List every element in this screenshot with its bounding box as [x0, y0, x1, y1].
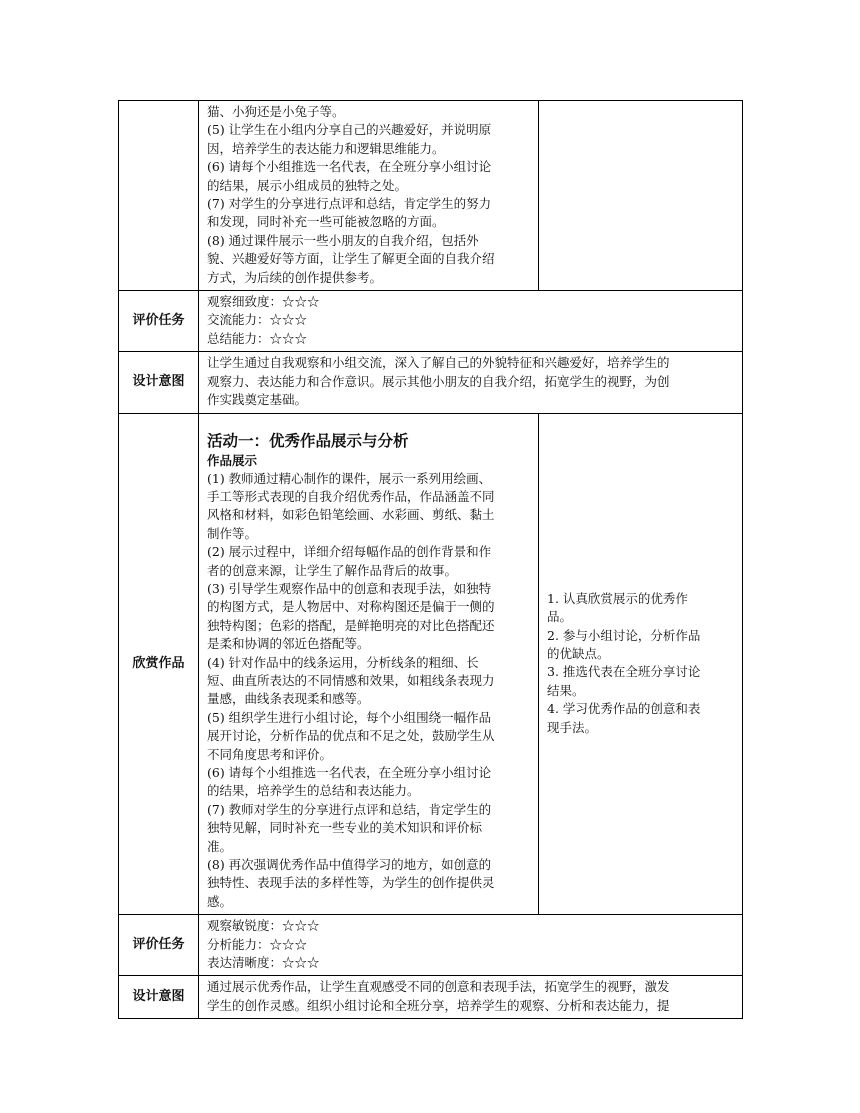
student-activity-cell: [539, 101, 743, 291]
text-line: 的构图方式，是人物居中、对称构图还是偏于一侧的: [207, 599, 495, 615]
text-line: 作实践奠定基础。: [207, 392, 308, 408]
text-line: (2) 展示过程中，详细介绍每幅作品的创作背景和作: [207, 544, 492, 560]
text-line: 的结果，展示小组成员的独特之处。: [207, 177, 408, 193]
evaluation-item: 表达清晰度：☆☆☆: [207, 955, 320, 971]
section-title: 作品展示: [207, 452, 258, 468]
text-line: 独特见解，同时补充一些专业的美术知识和评价标: [207, 820, 483, 836]
text-line: (3) 引导学生观察作品中的创意和表现手法，如独特: [207, 580, 492, 596]
text-line: (8) 通过课件展示一些小朋友的自我介绍，包括外: [207, 232, 479, 248]
text-line: 观察力、表达能力和合作意识。展示其他小朋友的自我介绍，拓宽学生的视野，为创: [207, 373, 670, 389]
text-line: 手工等形式表现的自我介绍优秀作品，作品涵盖不同: [207, 488, 495, 504]
text-line: (7) 教师对学生的分享进行点评和总结，肯定学生的: [207, 801, 492, 817]
text-line: 制作等。: [207, 525, 258, 541]
appreciation-label: 欣赏作品: [119, 413, 199, 915]
text-line: 不同角度思考和评价。: [207, 746, 333, 762]
empty-label-cell: [119, 101, 199, 291]
appreciation-row: [119, 413, 743, 915]
text-line: 3. 推选代表在全班分享讨论: [547, 664, 701, 680]
teacher-activity-cell: [199, 413, 539, 915]
design-intent-cell: [199, 352, 743, 413]
text-line: 的结果，培养学生的总结和表达能力。: [207, 783, 420, 799]
evaluation-item: 总结能力：☆☆☆: [207, 330, 308, 346]
text-line: 2. 参与小组讨论，分析作品: [547, 627, 701, 643]
text-line: (6) 请每个小组推选一名代表，在全班分享小组讨论: [207, 765, 492, 780]
lesson-plan-page: [118, 100, 742, 1019]
text-line: 因，培养学生的表达能力和逻辑思维能力。: [207, 140, 445, 156]
text-line: (1) 教师通过精心制作的课件，展示一系列用绘画、: [207, 470, 492, 486]
evaluation-item: 观察细致度：☆☆☆: [207, 294, 320, 310]
text-line: 和发现，同时补充一些可能被忽略的方面。: [207, 214, 445, 230]
evaluation-label: 评价任务: [119, 291, 199, 352]
student-activity-cell: [539, 413, 743, 915]
design-intent-label: 设计意图: [119, 976, 199, 1019]
text-line: 4. 学习优秀作品的创意和表: [547, 701, 701, 717]
design-intent-row-2: [119, 976, 743, 1019]
text-line: 感。: [207, 893, 233, 909]
text-line: (4) 针对作品中的线条运用，分析线条的粗细、长: [207, 654, 479, 670]
text-line: 品。: [547, 609, 573, 625]
evaluation-row-2: [119, 915, 743, 976]
text-line: 展开讨论，分析作品的优点和不足之处，鼓励学生从: [207, 728, 495, 744]
activity-title: 活动一：优秀作品展示与分析: [207, 431, 409, 450]
text-line: 貌、兴趣爱好等方面，让学生了解更全面的自我介绍: [207, 251, 495, 267]
text-line: 学生的创作灵感。组织小组讨论和全班分享，培养学生的观察、分析和表达能力，提: [207, 997, 670, 1013]
text-line: 是柔和协调的邻近色搭配等。: [207, 636, 370, 652]
evaluation-cell: [199, 291, 743, 352]
text-line: 结果。: [547, 682, 585, 698]
text-line: 1. 认真欣赏展示的优秀作: [547, 590, 688, 606]
text-line: 方式，为后续的创作提供参考。: [207, 269, 383, 285]
evaluation-row-1: [119, 291, 743, 352]
text-line: 量感，曲线条表现柔和感等。: [207, 691, 370, 707]
text-line: 让学生通过自我观察和小组交流，深入了解自己的外貌特征和兴趣爱好，培养学生的: [207, 355, 670, 371]
design-intent-row-1: [119, 352, 743, 413]
lesson-plan-table: [118, 100, 743, 1019]
text-line: 者的创意来源，让学生了解作品背后的故事。: [207, 562, 458, 578]
text-line: 猫、小狗还是小兔子等。: [207, 104, 345, 119]
evaluation-item: 分析能力：☆☆☆: [207, 936, 308, 952]
design-intent-cell: [199, 976, 743, 1019]
evaluation-cell: [199, 915, 743, 976]
continuation-row: [119, 101, 743, 291]
text-line: 通过展示优秀作品，让学生直观感受不同的创意和表现手法，拓宽学生的视野，激发: [207, 979, 670, 995]
text-line: 现手法。: [547, 719, 598, 735]
text-line: 准。: [207, 838, 233, 854]
teacher-activity-cell: [199, 101, 539, 291]
text-line: (5) 让学生在小组内分享自己的兴趣爱好，并说明原: [207, 122, 492, 138]
text-line: (7) 对学生的分享进行点评和总结，肯定学生的努力: [207, 196, 492, 212]
text-line: 短、曲直所表达的不同情感和效果，如粗线条表现力: [207, 672, 495, 688]
text-line: 风格和材料，如彩色铅笔绘画、水彩画、剪纸、黏土: [207, 507, 495, 523]
text-line: (8) 再次强调优秀作品中值得学习的地方，如创意的: [207, 857, 492, 873]
text-line: (5) 组织学生进行小组讨论，每个小组围绕一幅作品: [207, 709, 492, 725]
evaluation-item: 观察敏锐度：☆☆☆: [207, 918, 320, 934]
text-line: (6) 请每个小组推选一名代表，在全班分享小组讨论: [207, 159, 492, 175]
evaluation-item: 交流能力：☆☆☆: [207, 312, 308, 328]
text-line: 独特性、表现手法的多样性等，为学生的创作提供灵: [207, 875, 495, 891]
design-intent-label: 设计意图: [119, 352, 199, 413]
evaluation-label: 评价任务: [119, 915, 199, 976]
text-line: 的优缺点。: [547, 645, 610, 661]
text-line: 独特构图；色彩的搭配，是鲜艳明亮的对比色搭配还: [207, 617, 495, 633]
